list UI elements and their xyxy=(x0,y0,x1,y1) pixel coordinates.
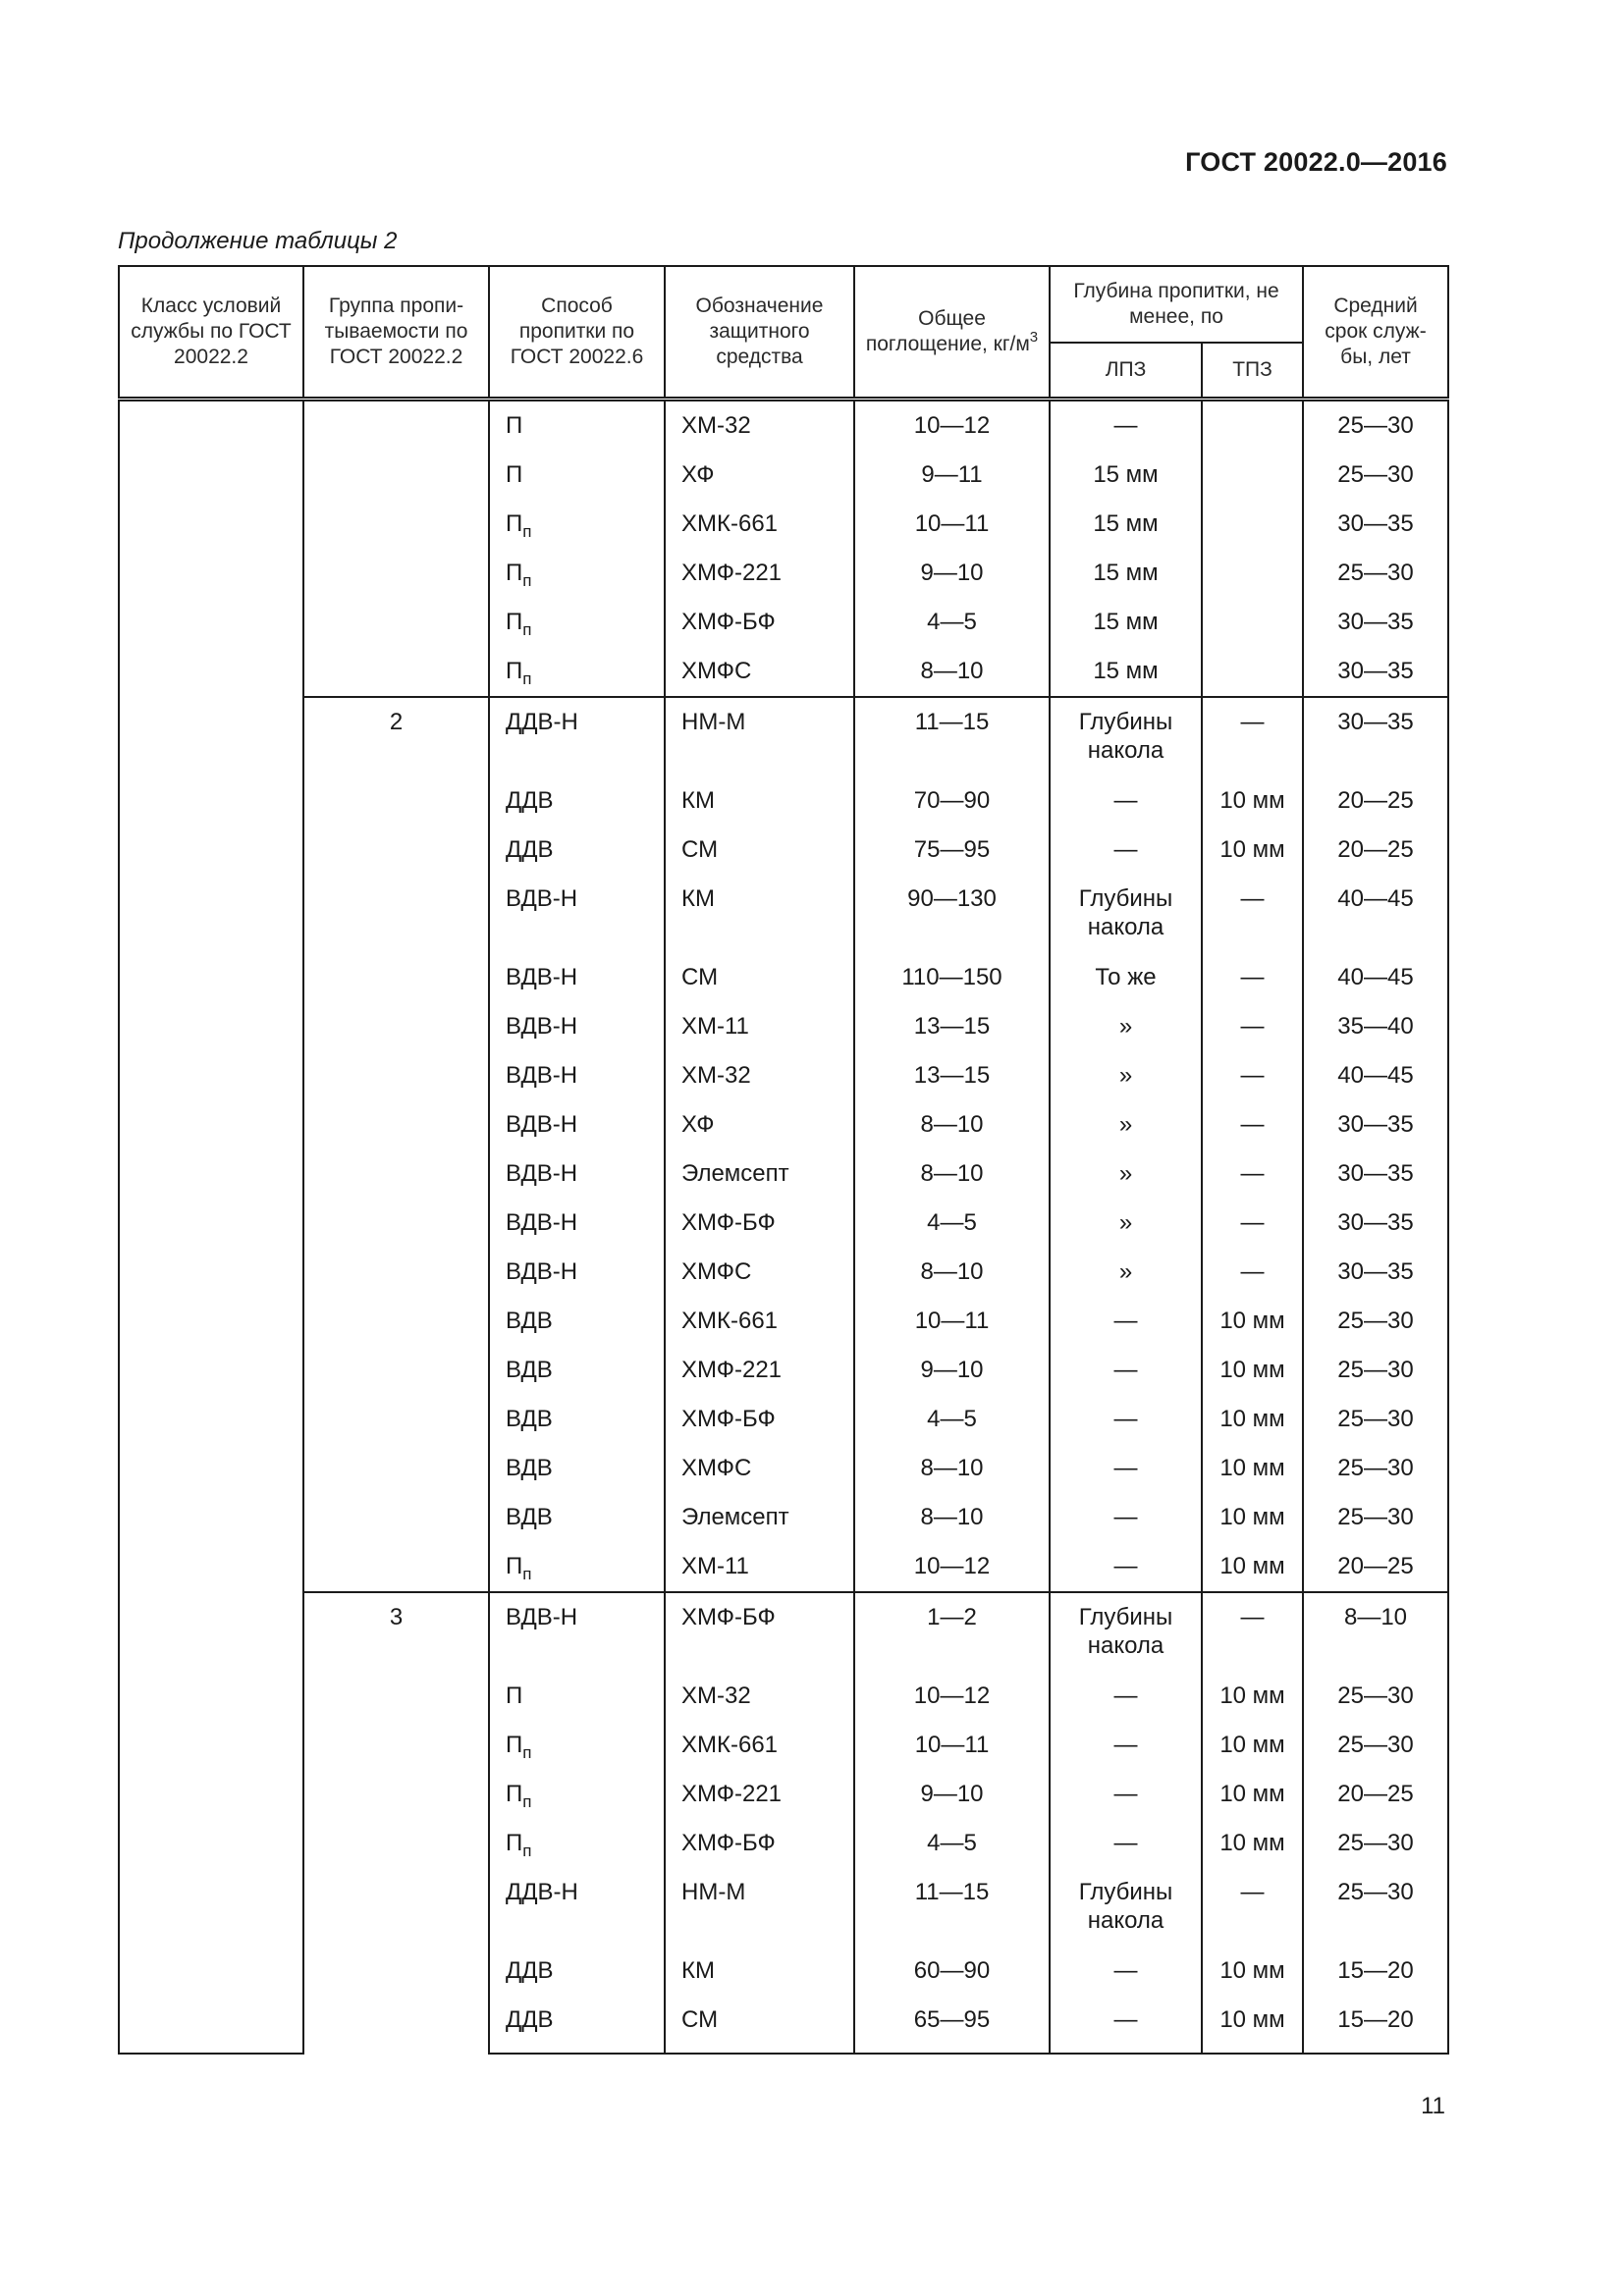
cell-life: 30—35 xyxy=(1303,697,1448,776)
table-body xyxy=(119,400,1448,2055)
cell-lpz: — xyxy=(1050,1819,1202,1868)
cell-life: 30—35 xyxy=(1303,1100,1448,1149)
cell-life: 30—35 xyxy=(1303,1149,1448,1199)
cell-method xyxy=(489,1947,665,1996)
document-header: ГОСТ 20022.0—2016 xyxy=(1185,147,1447,177)
method-subscript: п xyxy=(522,1842,532,1860)
cell-absorption: 8—10 xyxy=(854,1149,1050,1199)
cell-lpz: 15 мм xyxy=(1050,500,1202,549)
cell-life: 20—25 xyxy=(1303,826,1448,875)
cell-lpz: 15 мм xyxy=(1050,451,1202,500)
col-method: Способ пропитки по ГОСТ 20022.6 xyxy=(489,266,665,400)
cell-method xyxy=(489,1051,665,1100)
cell-impregnability-group xyxy=(303,400,489,698)
cell-lpz: — xyxy=(1050,1493,1202,1542)
cell-life: 20—25 xyxy=(1303,776,1448,826)
cell-lpz: — xyxy=(1050,1996,1202,2054)
cell-absorption: 11—15 xyxy=(854,1868,1050,1947)
cell-method xyxy=(489,1721,665,1770)
cell-absorption: 8—10 xyxy=(854,647,1050,697)
method-text: ДДВ xyxy=(506,1957,554,1984)
cell-method xyxy=(489,647,665,697)
cell-life: 25—30 xyxy=(1303,1721,1448,1770)
cell-lpz: — xyxy=(1050,1346,1202,1395)
cell-agent: ХМФ-БФ xyxy=(665,1592,854,1672)
cell-tpz: 10 мм xyxy=(1202,1770,1303,1819)
cell-tpz: — xyxy=(1202,1149,1303,1199)
col-absorption xyxy=(854,266,1050,400)
cell-tpz: — xyxy=(1202,953,1303,1002)
cell-agent: Элемсепт xyxy=(665,1493,854,1542)
cell-agent: КМ xyxy=(665,776,854,826)
method-text: ДДВ xyxy=(506,836,554,863)
cell-absorption: 65—95 xyxy=(854,1996,1050,2054)
cell-tpz: 10 мм xyxy=(1202,1444,1303,1493)
cell-tpz: — xyxy=(1202,1100,1303,1149)
cell-absorption: 70—90 xyxy=(854,776,1050,826)
cell-lpz: — xyxy=(1050,1947,1202,1996)
cell-method xyxy=(489,1395,665,1444)
cell-tpz: — xyxy=(1202,1868,1303,1947)
cell-method xyxy=(489,1149,665,1199)
table-row xyxy=(119,697,1448,776)
method-subscript: п xyxy=(522,1565,532,1583)
cell-lpz: Глубины накола xyxy=(1050,1868,1202,1947)
cell-method xyxy=(489,1672,665,1721)
cell-agent: НМ-М xyxy=(665,1868,854,1947)
cell-method xyxy=(489,1996,665,2054)
cell-tpz: 10 мм xyxy=(1202,1721,1303,1770)
method-text: П xyxy=(506,461,523,488)
method-text: ВДВ-Н xyxy=(506,885,578,912)
cell-tpz: — xyxy=(1202,1199,1303,1248)
cell-absorption: 9—11 xyxy=(854,451,1050,500)
cell-tpz: 10 мм xyxy=(1202,1542,1303,1592)
cell-tpz: 10 мм xyxy=(1202,1297,1303,1346)
method-text: П xyxy=(506,1732,523,1758)
col-depth: Глубина пропитки, не менее, по xyxy=(1050,266,1303,343)
cell-agent: ХМ-11 xyxy=(665,1002,854,1051)
cell-tpz: 10 мм xyxy=(1202,1947,1303,1996)
cell-absorption: 13—15 xyxy=(854,1002,1050,1051)
cell-life: 40—45 xyxy=(1303,953,1448,1002)
cell-method xyxy=(489,400,665,452)
cell-life: 25—30 xyxy=(1303,400,1448,452)
cell-agent: ХФ xyxy=(665,451,854,500)
cell-life: 30—35 xyxy=(1303,500,1448,549)
cell-agent: ХМФ-221 xyxy=(665,549,854,598)
cell-absorption: 10—12 xyxy=(854,1542,1050,1592)
method-text: ВДВ-Н xyxy=(506,1111,578,1138)
cell-life: 30—35 xyxy=(1303,647,1448,697)
cell-lpz: » xyxy=(1050,1100,1202,1149)
cell-agent: СМ xyxy=(665,826,854,875)
method-subscript: п xyxy=(522,522,532,541)
method-text: ВДВ-Н xyxy=(506,1160,578,1187)
cell-life: 20—25 xyxy=(1303,1770,1448,1819)
cell-lpz: — xyxy=(1050,400,1202,452)
method-text: ВДВ-Н xyxy=(506,1062,578,1089)
cell-life: 25—30 xyxy=(1303,1395,1448,1444)
cell-agent: ХМ-32 xyxy=(665,1051,854,1100)
col-impregnability: Группа пропи-тываемости по ГОСТ 20022.2 xyxy=(303,266,489,400)
cell-absorption: 10—12 xyxy=(854,1672,1050,1721)
col-service-class: Класс условий службы по ГОСТ 20022.2 xyxy=(119,266,303,400)
method-text: ДДВ-Н xyxy=(506,1879,578,1905)
cell-method xyxy=(489,1346,665,1395)
cell-lpz: 15 мм xyxy=(1050,549,1202,598)
cell-method xyxy=(489,1248,665,1297)
cell-method xyxy=(489,549,665,598)
cell-agent: ХМФ-221 xyxy=(665,1346,854,1395)
cell-agent: ХМФ-221 xyxy=(665,1770,854,1819)
cell-agent: НМ-М xyxy=(665,697,854,776)
cell-agent: СМ xyxy=(665,953,854,1002)
cell-lpz: » xyxy=(1050,1002,1202,1051)
method-text: ВДВ xyxy=(506,1455,553,1481)
cell-agent: Элемсепт xyxy=(665,1149,854,1199)
cell-agent: ХМК-661 xyxy=(665,1297,854,1346)
method-text: П xyxy=(506,412,523,439)
cell-absorption: 9—10 xyxy=(854,1346,1050,1395)
cell-life: 25—30 xyxy=(1303,1297,1448,1346)
cell-lpz: Глубины накола xyxy=(1050,875,1202,953)
cell-life: 25—30 xyxy=(1303,1819,1448,1868)
cell-agent: ХМК-661 xyxy=(665,1721,854,1770)
cell-lpz: — xyxy=(1050,1444,1202,1493)
cell-agent: ХМФ-БФ xyxy=(665,1395,854,1444)
cell-tpz: 10 мм xyxy=(1202,1395,1303,1444)
cell-tpz xyxy=(1202,598,1303,647)
cell-life: 40—45 xyxy=(1303,1051,1448,1100)
cell-lpz: — xyxy=(1050,1297,1202,1346)
cell-lpz: — xyxy=(1050,1395,1202,1444)
cell-agent: ХМФС xyxy=(665,1248,854,1297)
method-text: П xyxy=(506,658,523,684)
cell-absorption: 10—12 xyxy=(854,400,1050,452)
method-text: ВДВ-Н xyxy=(506,1013,578,1040)
cell-life: 25—30 xyxy=(1303,1868,1448,1947)
cell-life: 25—30 xyxy=(1303,451,1448,500)
cell-absorption: 4—5 xyxy=(854,1199,1050,1248)
table-caption: Продолжение таблицы 2 xyxy=(118,228,398,254)
cell-life: 25—30 xyxy=(1303,549,1448,598)
method-text: П xyxy=(506,560,523,586)
cell-lpz: 15 мм xyxy=(1050,647,1202,697)
cell-agent: КМ xyxy=(665,875,854,953)
cell-life: 20—25 xyxy=(1303,1542,1448,1592)
method-text: ВДВ-Н xyxy=(506,1604,578,1630)
cell-method xyxy=(489,451,665,500)
method-text: ВДВ xyxy=(506,1308,553,1334)
method-text: ДДВ xyxy=(506,2006,554,2033)
cell-tpz: — xyxy=(1202,1248,1303,1297)
col-lpz: ЛПЗ xyxy=(1050,343,1202,400)
cell-absorption: 60—90 xyxy=(854,1947,1050,1996)
cell-impregnability-group: 3 xyxy=(303,1592,489,2054)
cell-lpz: То же xyxy=(1050,953,1202,1002)
cell-agent: ХМФ-БФ xyxy=(665,1819,854,1868)
cell-agent: ХМ-32 xyxy=(665,1672,854,1721)
method-subscript: п xyxy=(522,620,532,639)
cell-tpz xyxy=(1202,451,1303,500)
cell-absorption: 9—10 xyxy=(854,1770,1050,1819)
method-subscript: п xyxy=(522,1743,532,1762)
cell-absorption: 1—2 xyxy=(854,1592,1050,1672)
method-text: ДДВ xyxy=(506,787,554,814)
col-absorption-text: Общее поглощение, кг/м xyxy=(865,307,1030,355)
cell-method xyxy=(489,875,665,953)
cell-absorption: 10—11 xyxy=(854,1297,1050,1346)
method-text: ВДВ xyxy=(506,1504,553,1530)
method-text: ВДВ-Н xyxy=(506,964,578,990)
cell-tpz xyxy=(1202,549,1303,598)
method-text: ВДВ xyxy=(506,1357,553,1383)
cell-life: 15—20 xyxy=(1303,1947,1448,1996)
cell-tpz: — xyxy=(1202,697,1303,776)
col-agent: Обозначение защитного средства xyxy=(665,266,854,400)
cell-method xyxy=(489,826,665,875)
cell-tpz xyxy=(1202,647,1303,697)
cell-lpz: — xyxy=(1050,1542,1202,1592)
cell-agent: ХМФ-БФ xyxy=(665,1199,854,1248)
cell-absorption: 4—5 xyxy=(854,1395,1050,1444)
cell-service-class xyxy=(119,400,303,2055)
cell-life: 8—10 xyxy=(1303,1592,1448,1672)
cell-lpz: — xyxy=(1050,1770,1202,1819)
cell-lpz: — xyxy=(1050,1672,1202,1721)
cell-tpz: 10 мм xyxy=(1202,1346,1303,1395)
cell-absorption: 8—10 xyxy=(854,1248,1050,1297)
cell-method xyxy=(489,1444,665,1493)
cell-absorption: 8—10 xyxy=(854,1444,1050,1493)
cell-life: 30—35 xyxy=(1303,1248,1448,1297)
cell-lpz: » xyxy=(1050,1199,1202,1248)
cell-tpz xyxy=(1202,500,1303,549)
cell-absorption: 8—10 xyxy=(854,1100,1050,1149)
method-text: ВДВ xyxy=(506,1406,553,1432)
cell-lpz: » xyxy=(1050,1051,1202,1100)
cell-tpz: 10 мм xyxy=(1202,776,1303,826)
method-text: П xyxy=(506,609,523,635)
cell-lpz: — xyxy=(1050,1721,1202,1770)
cell-tpz: 10 мм xyxy=(1202,1493,1303,1542)
cell-absorption: 13—15 xyxy=(854,1051,1050,1100)
cell-lpz: — xyxy=(1050,826,1202,875)
cell-agent: СМ xyxy=(665,1996,854,2054)
method-text: ДДВ-Н xyxy=(506,709,578,735)
cell-tpz: 10 мм xyxy=(1202,1819,1303,1868)
method-subscript: п xyxy=(522,571,532,590)
method-text: П xyxy=(506,1553,523,1579)
cell-absorption: 8—10 xyxy=(854,1493,1050,1542)
cell-tpz: — xyxy=(1202,1051,1303,1100)
method-text: П xyxy=(506,1830,523,1856)
cell-agent: ХФ xyxy=(665,1100,854,1149)
cell-absorption: 10—11 xyxy=(854,1721,1050,1770)
cell-life: 25—30 xyxy=(1303,1346,1448,1395)
cell-life: 40—45 xyxy=(1303,875,1448,953)
table-row xyxy=(119,400,1448,452)
col-tpz: ТПЗ xyxy=(1202,343,1303,400)
cell-tpz: 10 мм xyxy=(1202,1996,1303,2054)
cell-life: 25—30 xyxy=(1303,1493,1448,1542)
method-text: П xyxy=(506,510,523,537)
cell-tpz: 10 мм xyxy=(1202,1672,1303,1721)
cell-method xyxy=(489,1770,665,1819)
cell-tpz: 10 мм xyxy=(1202,826,1303,875)
cell-absorption: 11—15 xyxy=(854,697,1050,776)
cell-method xyxy=(489,1199,665,1248)
cell-agent: ХМФС xyxy=(665,647,854,697)
cell-life: 30—35 xyxy=(1303,598,1448,647)
cell-tpz xyxy=(1202,400,1303,452)
cell-absorption: 10—11 xyxy=(854,500,1050,549)
cell-method xyxy=(489,953,665,1002)
cell-method xyxy=(489,1002,665,1051)
impregnation-table xyxy=(118,265,1449,2055)
cell-agent: ХМ-32 xyxy=(665,400,854,452)
cell-method xyxy=(489,776,665,826)
method-text: П xyxy=(506,1781,523,1807)
cell-agent: ХМК-661 xyxy=(665,500,854,549)
cell-absorption: 90—130 xyxy=(854,875,1050,953)
cell-method xyxy=(489,1100,665,1149)
cell-life: 25—30 xyxy=(1303,1444,1448,1493)
cell-method xyxy=(489,598,665,647)
cell-tpz: — xyxy=(1202,1592,1303,1672)
cell-agent: ХМФ-БФ xyxy=(665,598,854,647)
method-subscript: п xyxy=(522,669,532,688)
cell-impregnability-group: 2 xyxy=(303,697,489,1592)
page-number: 11 xyxy=(1421,2093,1445,2119)
cell-absorption: 9—10 xyxy=(854,549,1050,598)
cell-method xyxy=(489,1493,665,1542)
cell-method xyxy=(489,1542,665,1592)
cell-lpz: — xyxy=(1050,776,1202,826)
cell-method xyxy=(489,1868,665,1947)
method-subscript: п xyxy=(522,1792,532,1811)
cell-tpz: — xyxy=(1202,1002,1303,1051)
cell-agent: ХМФС xyxy=(665,1444,854,1493)
cell-lpz: Глубины накола xyxy=(1050,1592,1202,1672)
cell-lpz: » xyxy=(1050,1149,1202,1199)
col-absorption-sup: 3 xyxy=(1029,329,1039,346)
table-row xyxy=(119,1592,1448,1672)
cell-life: 35—40 xyxy=(1303,1002,1448,1051)
cell-lpz: 15 мм xyxy=(1050,598,1202,647)
cell-method xyxy=(489,1297,665,1346)
cell-life: 15—20 xyxy=(1303,1996,1448,2054)
cell-absorption: 110—150 xyxy=(854,953,1050,1002)
cell-method xyxy=(489,1592,665,1672)
method-text: П xyxy=(506,1682,523,1709)
cell-absorption: 4—5 xyxy=(854,598,1050,647)
cell-method xyxy=(489,1819,665,1868)
cell-life: 25—30 xyxy=(1303,1672,1448,1721)
method-text: ВДВ-Н xyxy=(506,1209,578,1236)
col-life: Средний срок служ-бы, лет xyxy=(1303,266,1448,400)
cell-method xyxy=(489,500,665,549)
cell-agent: КМ xyxy=(665,1947,854,1996)
method-text: ВДВ-Н xyxy=(506,1258,578,1285)
cell-life: 30—35 xyxy=(1303,1199,1448,1248)
cell-absorption: 4—5 xyxy=(854,1819,1050,1868)
cell-agent: ХМ-11 xyxy=(665,1542,854,1592)
cell-tpz: — xyxy=(1202,875,1303,953)
cell-method xyxy=(489,697,665,776)
cell-absorption: 75—95 xyxy=(854,826,1050,875)
cell-lpz: Глубины накола xyxy=(1050,697,1202,776)
cell-lpz: » xyxy=(1050,1248,1202,1297)
